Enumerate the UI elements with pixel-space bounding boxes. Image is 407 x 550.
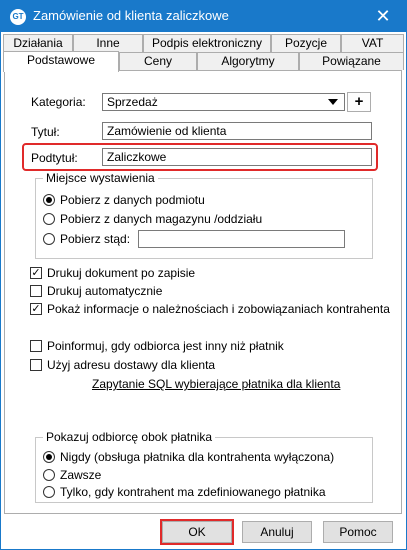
radio-nigdy[interactable]	[43, 451, 55, 463]
radio-zawsze[interactable]	[43, 469, 55, 481]
checkbox-pokaz-naleznosci[interactable]	[30, 303, 42, 315]
kategoria-value: Sprzedaż	[107, 95, 158, 109]
podtytul-input[interactable]: Zaliczkowe	[102, 148, 372, 166]
tab-dzialania[interactable]: Działania	[3, 34, 73, 52]
kategoria-label: Kategoria:	[31, 95, 86, 109]
cancel-button[interactable]: Anuluj	[242, 521, 312, 543]
tab-ceny[interactable]: Ceny	[119, 52, 197, 70]
radio-pobierz-stad[interactable]	[43, 233, 55, 245]
pokazuj-odbiorce-legend: Pokazuj odbiorcę obok płatnika	[43, 430, 215, 444]
add-kategoria-button[interactable]: +	[347, 92, 371, 112]
tab-pozycje[interactable]: Pozycje	[271, 34, 341, 52]
radio-pobierz-z-podmiotu-label: Pobierz z danych podmiotu	[60, 193, 205, 207]
close-button[interactable]: ✕	[375, 6, 391, 26]
sql-platnik-link[interactable]: Zapytanie SQL wybierające płatnika dla klienta	[92, 377, 341, 391]
checkbox-drukuj-automatycznie[interactable]	[30, 285, 42, 297]
checkbox-pokaz-naleznosci-label: Pokaż informacje o należnościach i zobowiązaniach kontrahenta	[47, 302, 390, 316]
ok-button[interactable]: OK	[162, 521, 232, 543]
radio-pobierz-z-magazynu-label: Pobierz z danych magazynu /oddziału	[60, 212, 263, 226]
radio-zawsze-label: Zawsze	[60, 468, 102, 482]
radio-tylko-gdy-platnik[interactable]	[43, 486, 55, 498]
app-logo-icon: GT	[10, 9, 26, 25]
tab-vat[interactable]: VAT	[341, 34, 404, 52]
radio-pobierz-stad-label: Pobierz stąd:	[60, 232, 131, 246]
checkbox-poinformuj-odbiorca-label: Poinformuj, gdy odbiorca jest inny niż płatnik	[47, 339, 284, 353]
tab-inne[interactable]: Inne	[73, 34, 143, 52]
radio-nigdy-label: Nigdy (obsługa płatnika dla kontrahenta wyłączona)	[60, 450, 335, 464]
checkbox-drukuj-po-zapisie-label: Drukuj dokument po zapisie	[47, 266, 196, 280]
help-button[interactable]: Pomoc	[323, 521, 393, 543]
tab-algorytmy[interactable]: Algorytmy	[197, 52, 299, 70]
title-bar	[1, 1, 406, 32]
pobierz-stad-input[interactable]	[138, 230, 345, 248]
tytul-input[interactable]: Zamówienie od klienta	[102, 122, 372, 140]
podtytul-label: Podtytuł:	[31, 151, 78, 165]
tab-podstawowe[interactable]: Podstawowe	[3, 51, 119, 72]
chevron-down-icon	[328, 99, 338, 105]
checkmark-icon: ✓	[31, 267, 41, 279]
radio-pobierz-z-podmiotu[interactable]	[43, 194, 55, 206]
tab-podpis-elektroniczny[interactable]: Podpis elektroniczny	[143, 34, 271, 52]
checkmark-icon: ✓	[31, 303, 41, 315]
checkbox-poinformuj-odbiorca[interactable]	[30, 340, 42, 352]
miejsce-wystawienia-legend: Miejsce wystawienia	[43, 171, 158, 185]
checkbox-uzyj-adresu-dostawy-label: Użyj adresu dostawy dla klienta	[47, 358, 216, 372]
tytul-label: Tytuł:	[31, 125, 60, 139]
checkbox-drukuj-po-zapisie[interactable]	[30, 267, 42, 279]
window-title: Zamówienie od klienta zaliczkowe	[33, 8, 229, 23]
checkbox-uzyj-adresu-dostawy[interactable]	[30, 359, 42, 371]
kategoria-select[interactable]	[102, 93, 345, 111]
checkbox-drukuj-automatycznie-label: Drukuj automatycznie	[47, 284, 163, 298]
tab-powiazane[interactable]: Powiązane	[299, 52, 404, 70]
radio-tylko-gdy-platnik-label: Tylko, gdy kontrahent ma zdefiniowanego płatnika	[60, 485, 326, 499]
radio-pobierz-z-magazynu[interactable]	[43, 213, 55, 225]
